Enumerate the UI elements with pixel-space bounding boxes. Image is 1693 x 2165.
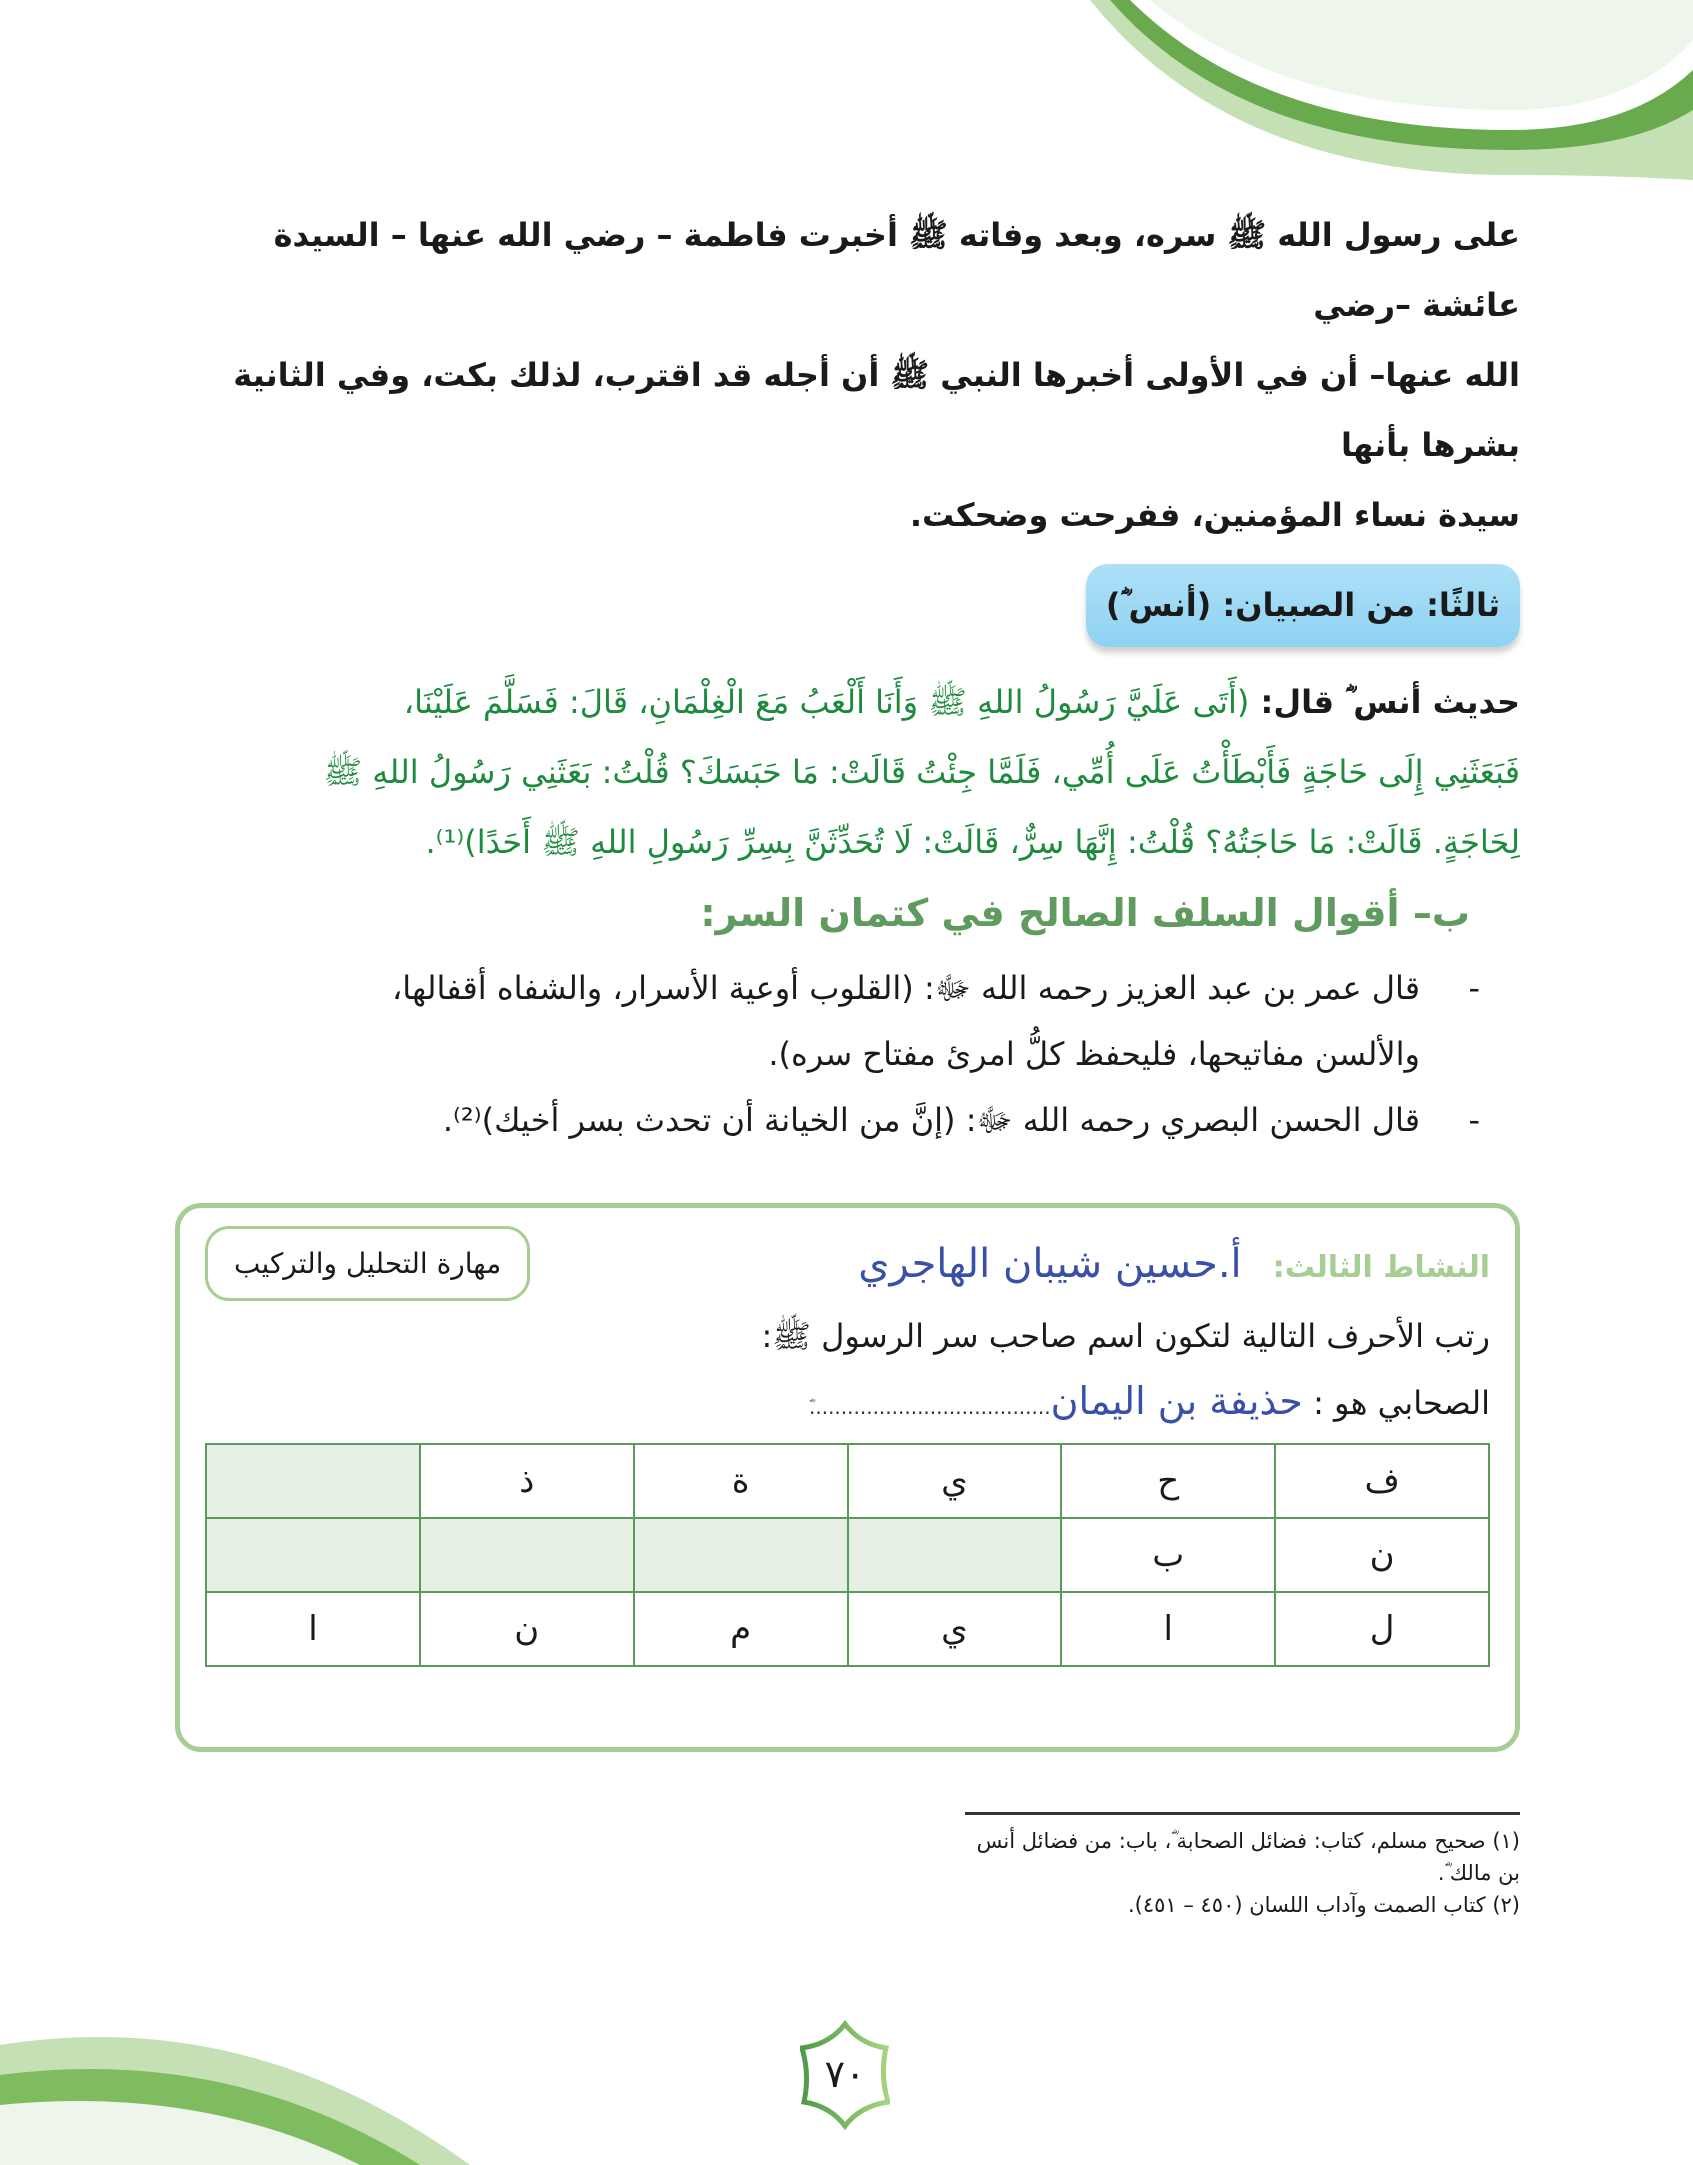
- hadith-text: فَبَعَثَنِي إِلَى حَاجَةٍ فَأَبْطَأْتُ عَلَى أُمِّي، فَلَمَّا جِئْتُ قَالَتْ: مَا حَبَسَكَ؟ قُلْتُ: بَعَثَنِي رَسُولُ اللهِ ﷺ: [323, 753, 1520, 791]
- activity-header: [205, 1226, 1490, 1301]
- quote-line: قال عمر بن عبد العزيز رحمه الله ﷻ: (القلوب أوعية الأسرار، والشفاه أقفالها،: [391, 969, 1420, 1007]
- hadith-intro: حديث أنس ؓ قال:: [1249, 683, 1520, 721]
- bullet-dash: -: [1468, 969, 1480, 1007]
- intro-paragraph: [175, 200, 1520, 550]
- grid-cell: ي: [848, 1444, 1062, 1518]
- grid-cell: ة: [634, 1444, 848, 1518]
- grid-cell: ا: [1061, 1592, 1275, 1666]
- grid-cell: ح: [1061, 1444, 1275, 1518]
- skill-badge: مهارة التحليل والتركيب: [205, 1226, 530, 1301]
- grid-cell: ذ: [420, 1444, 634, 1518]
- activity-instruction: رتب الأحرف التالية لتكون اسم صاحب سر الرسول ﷺ:: [761, 1317, 1490, 1355]
- footnotes: [965, 1812, 1520, 1921]
- grid-row: [206, 1592, 1489, 1666]
- quote-item: [175, 955, 1480, 1087]
- grid-cell: [206, 1518, 420, 1592]
- quotes-list: [175, 955, 1480, 1153]
- grid-row: [206, 1444, 1489, 1518]
- answer-handwritten[interactable]: حذيفة بن اليمان: [1050, 1379, 1303, 1423]
- grid-cell: ن: [420, 1592, 634, 1666]
- text-line: على رسول الله ﷺ سره، وبعد وفاته ﷺ أخبرت فاطمة – رضي الله عنها – السيدة عائشة –رضي: [273, 216, 1520, 324]
- bullet-dash: -: [1468, 1101, 1480, 1139]
- grid-cell: م: [634, 1592, 848, 1666]
- activity-box: [175, 1203, 1520, 1752]
- letters-grid: [205, 1443, 1490, 1667]
- activity-label: النشاط الثالث:: [1272, 1249, 1490, 1285]
- footnote: (١) صحيح مسلم، كتاب: فضائل الصحابة ؓ، باب: من فضائل أنس بن مالك ؓ.: [976, 1829, 1520, 1885]
- grid-cell: ا: [206, 1592, 420, 1666]
- grid-row: [206, 1518, 1489, 1592]
- text-line: سيدة نساء المؤمنين، ففرحت وضحكت.: [909, 496, 1520, 534]
- bottom-corner-decoration: [0, 1985, 470, 2165]
- grid-cell: [206, 1444, 420, 1518]
- grid-cell: ن: [1275, 1518, 1489, 1592]
- grid-cell: ف: [1275, 1444, 1489, 1518]
- grid-cell: ل: [1275, 1592, 1489, 1666]
- subheading: ب– أقوال السلف الصالح في كتمان السر:: [700, 891, 1470, 935]
- grid-cell: [634, 1518, 848, 1592]
- answer-line: [205, 1379, 1490, 1423]
- page-content: [175, 0, 1520, 1921]
- footnote: (٢) كتاب الصمت وآداب اللسان (٤٥٠ – ٤٥١).: [1127, 1893, 1520, 1917]
- teacher-name: أ.حسين شيبان الهاجري: [858, 1240, 1242, 1287]
- grid-cell: ي: [848, 1592, 1062, 1666]
- quote-line: والألسن مفاتيحها، فليحفظ كلُّ امرئ مفتاح سره).: [768, 1035, 1420, 1073]
- section-heading-box: [1086, 564, 1520, 647]
- grid-cell: [420, 1518, 634, 1592]
- page-number: ٧٠: [824, 2052, 866, 2096]
- hadith-text: لِحَاجَةٍ. قَالَتْ: مَا حَاجَتُهُ؟ قُلْتُ: إِنَّهَا سِرٌّ، قَالَتْ: لَا تُحَدِّثَنَّ بِسِرِّ رَسُولِ اللهِ ﷺ أَحَدًا)⁽¹⁾.: [425, 823, 1520, 861]
- answer-dots: ......................................: [809, 1395, 1051, 1419]
- text-line: الله عنها– أن في الأولى أخبرها النبي ﷺ أن أجله قد اقترب، لذلك بكت، وفي الثانية بشرها بأنها: [233, 356, 1520, 464]
- quote-line: قال الحسن البصري رحمه الله ﷻ: (إنَّ من الخيانة أن تحدث بسر أخيك)⁽²⁾.: [442, 1101, 1420, 1139]
- section-heading: ثالثًا: من الصبيان: (أنس ؓ): [1105, 586, 1500, 624]
- quote-item: [175, 1087, 1480, 1153]
- grid-cell: [848, 1518, 1062, 1592]
- grid-cell: ب: [1061, 1518, 1275, 1592]
- page-number-badge: [800, 2020, 890, 2130]
- hadith-text: (أَتَى عَلَيَّ رَسُولُ اللهِ ﷺ وَأَنَا أَلْعَبُ مَعَ الْغِلْمَانِ، قَالَ: فَسَلَّمَ عَلَيْنَا،: [403, 683, 1250, 721]
- answer-prefix: الصحابي هو :: [1313, 1384, 1490, 1422]
- hadith-block: [175, 667, 1520, 877]
